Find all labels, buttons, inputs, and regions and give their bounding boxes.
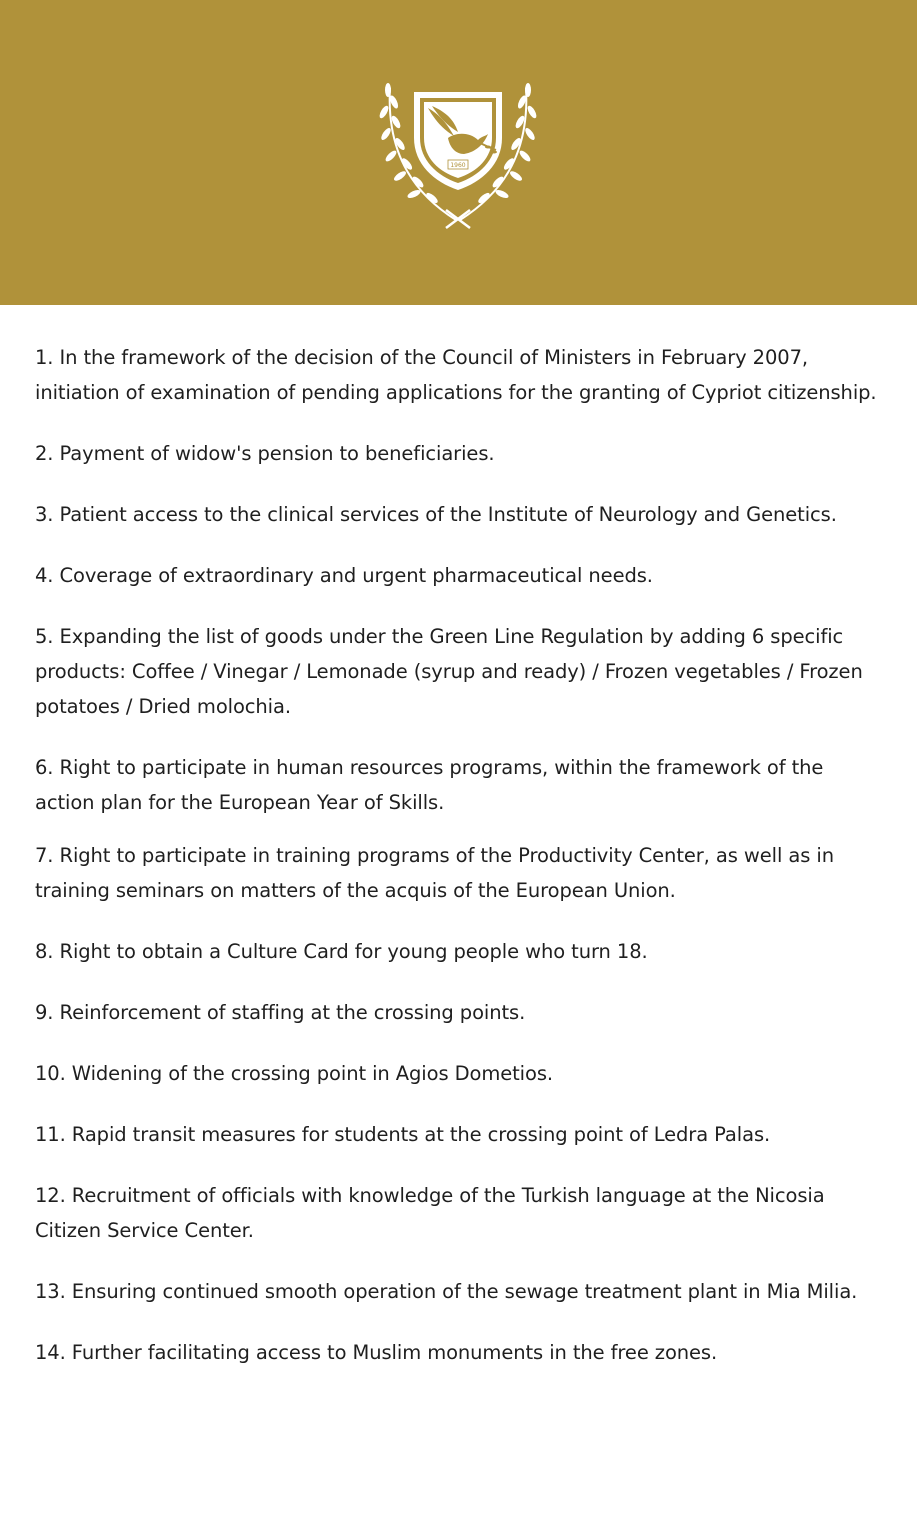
list-item: 9. Reinforcement of staffing at the crossing points. bbox=[35, 1001, 526, 1024]
list-item: 11. Rapid transit measures for students at the crossing point of Ledra Palas. bbox=[35, 1123, 771, 1146]
list-item: 8. Right to obtain a Culture Card for young people who turn 18. bbox=[35, 940, 648, 963]
emblem-year: 1960 bbox=[450, 162, 466, 169]
cyprus-coat-of-arms-icon bbox=[378, 78, 538, 230]
decision-list bbox=[0, 305, 917, 1370]
list-item: 3. Patient access to the clinical services of the Institute of Neurology and Genetics. bbox=[35, 503, 837, 526]
list-item: 14. Further facilitating access to Muslim monuments in the free zones. bbox=[35, 1341, 718, 1364]
list-item: 10. Widening of the crossing point in Agios Dometios. bbox=[35, 1062, 553, 1085]
list-item: 2. Payment of widow's pension to beneficiaries. bbox=[35, 442, 495, 465]
list-item: 7. Right to participate in training programs of the Productivity Center, as well as in training seminars on matters of the acquis of the European Union. bbox=[35, 844, 834, 902]
header-banner bbox=[0, 0, 917, 305]
list-item: 5. Expanding the list of goods under the Green Line Regulation by adding 6 specific products: Coffee / Vinegar / Lemonade (syrup and ready) / Frozen vegetables / Frozen potatoes / Dried molochia. bbox=[35, 625, 863, 718]
list-item: 1. In the framework of the decision of the Council of Ministers in February 2007, initiation of examination of pending applications for the granting of Cypriot citizenship. bbox=[35, 346, 877, 404]
list-item: 13. Ensuring continued smooth operation of the sewage treatment plant in Mia Milia. bbox=[35, 1280, 858, 1303]
list-item: 12. Recruitment of officials with knowledge of the Turkish language at the Nicosia Citizen Service Center. bbox=[35, 1184, 825, 1242]
list-item: 6. Right to participate in human resources programs, within the framework of the action plan for the European Year of Skills. bbox=[35, 756, 824, 814]
list-item: 4. Coverage of extraordinary and urgent pharmaceutical needs. bbox=[35, 564, 653, 587]
